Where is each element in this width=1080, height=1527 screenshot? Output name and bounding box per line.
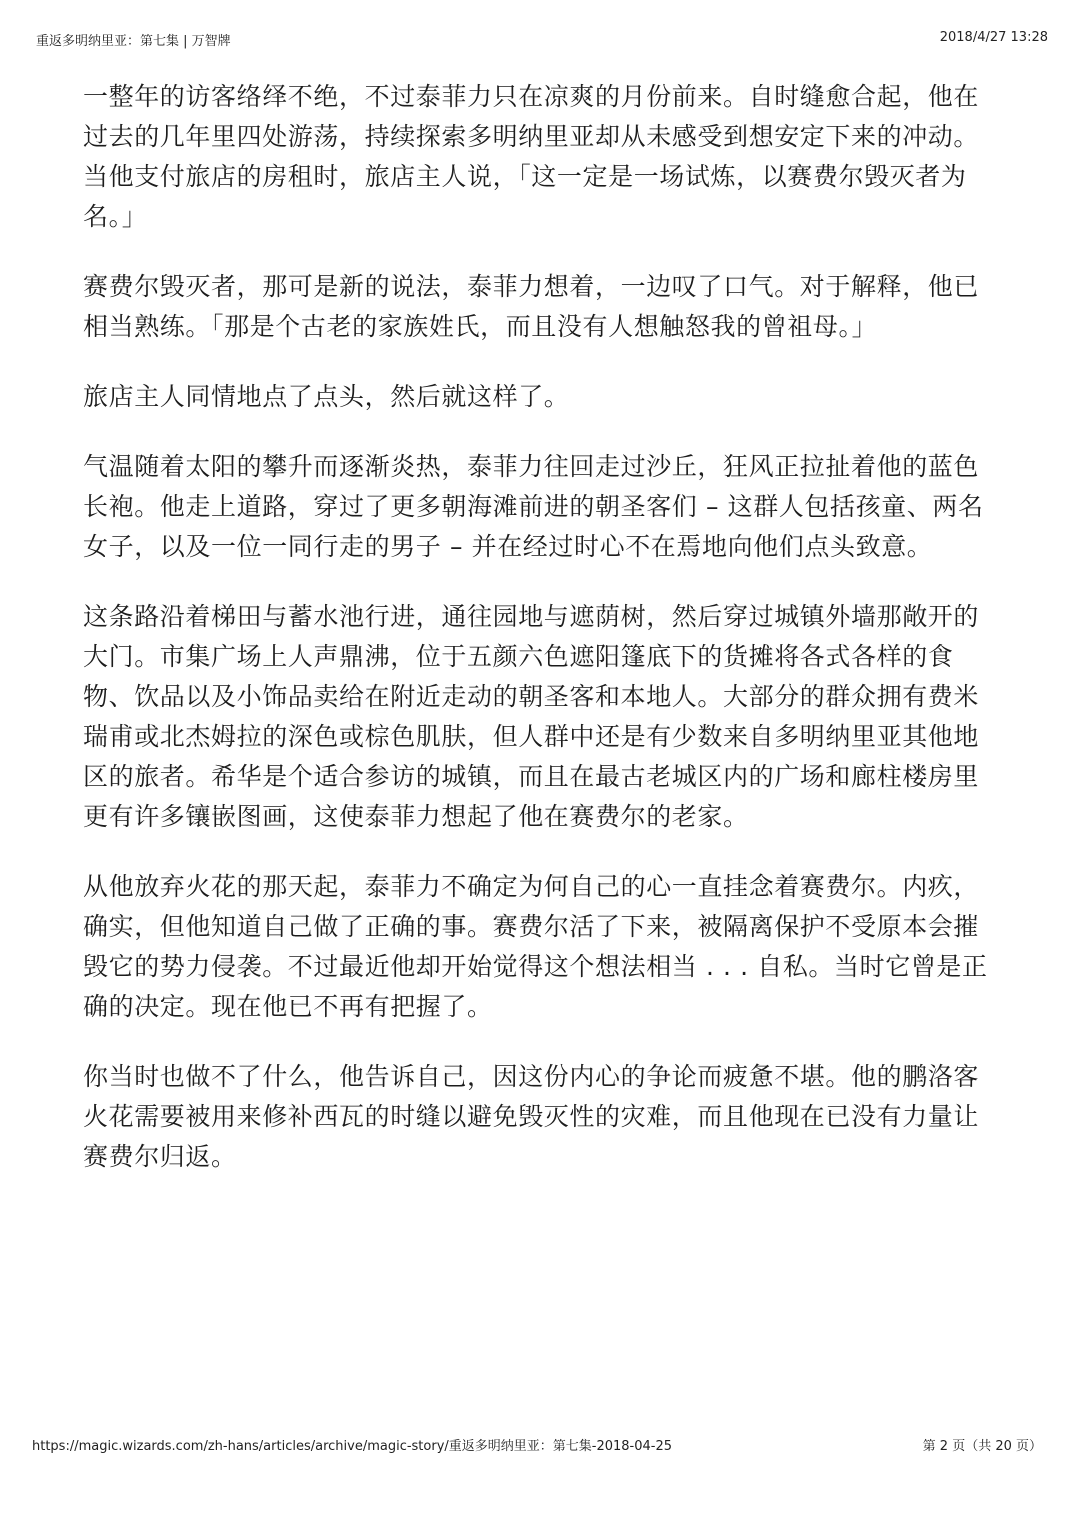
- print-footer: [32, 1435, 1042, 1455]
- paragraph-7: 你当时也做不了什么，他告诉自己，因这份内心的争论而疲惫不堪。他的鹏洛客火花需要被用来修补西瓦的时缝以避免毁灭性的灾难，而且他现在已没有力量让赛费尔归返。: [83, 1062, 980, 1171]
- source-url: https://magic.wizards.com/zh-hans/articles/archive/magic-story/重返多明纳里亚：第七集-2018-04-25: [32, 1439, 673, 1454]
- print-header: [36, 30, 1048, 50]
- paragraph-4: 气温随着太阳的攀升而逐渐炎热，泰菲力往回走过沙丘，狂风正拉扯着他的蓝色长袍。他走上道路，穿过了更多朝海滩前进的朝圣客们 – 这群人包括孩童、两名女子，以及一位一同行走的男子 – 并在经过时心不在焉地向他们点头致意。: [83, 452, 984, 561]
- paragraph-5: 这条路沿着梯田与蓄水池行进，通往园地与遮荫树，然后穿过城镇外墙那敞开的大门。市集广场上人声鼎沸，位于五颜六色遮阳篷底下的货摊将各式各样的食物、饮品以及小饰品卖给在附近走动的朝圣客和本地人。大部分的群众拥有费米瑞甫或北杰姆拉的深色或棕色肌肤，但人群中还是有少数来自多明纳里亚其他地区的旅者。希华是个适合参访的城镇，而且在最古老城区内的广场和廊柱楼房里更有许多镶嵌图画，这使泰菲力想起了他在赛费尔的老家。: [83, 602, 980, 831]
- paragraph-1: 一整年的访客络绎不绝，不过泰菲力只在凉爽的月份前来。自时缝愈合起，他在过去的几年里四处游荡，持续探索多明纳里亚却从未感受到想安定下来的冲动。当他支付旅店的房租时，旅店主人说，「这一定是一场试炼，以赛费尔毁灭者为名。」: [83, 82, 980, 231]
- page-number: 第 2 页（共 20 页）: [922, 1439, 1042, 1454]
- paragraph-6: 从他放弃火花的那天起，泰菲力不确定为何自己的心一直挂念着赛费尔。内疚，确实，但他知道自己做了正确的事。赛费尔活了下来，被隔离保护不受原本会摧毁它的势力侵袭。不过最近他却开始觉得这个想法相当 . . . 自私。当时它曾是正确的决定。现在他已不再有把握了。: [83, 872, 988, 1021]
- article-body: [83, 77, 998, 1207]
- print-timestamp: 2018/4/27 13:28: [939, 30, 1048, 45]
- document-title: 重返多明纳里亚：第七集 | 万智牌: [36, 34, 231, 49]
- paragraph-2: 赛费尔毁灭者，那可是新的说法，泰菲力想着，一边叹了口气。对于解释，他已相当熟练。「那是个古老的家族姓氏，而且没有人想触怒我的曾祖母。」: [83, 272, 980, 341]
- paragraph-3: 旅店主人同情地点了点头，然后就这样了。: [83, 382, 570, 411]
